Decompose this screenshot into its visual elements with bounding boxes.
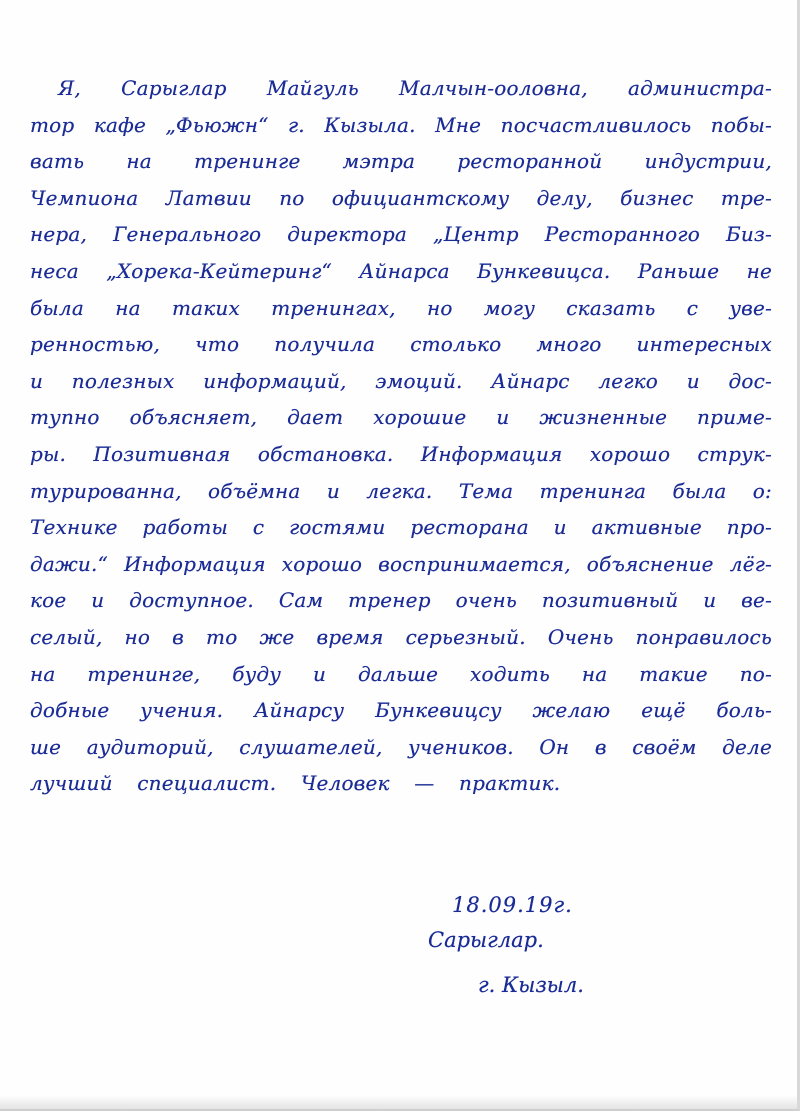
- letter-body: [30, 70, 772, 802]
- letter-line: кое и доступное. Сам тренер очень позитивный и ве-: [30, 588, 772, 613]
- letter-line: тупно объясняет, дает хорошие и жизненные приме-: [30, 405, 772, 430]
- letter-line: тор кафе „Фьюжн“ г. Кызыла. Мне посчастливилось побы-: [30, 112, 772, 137]
- letter-line: лучший специалист. Человек — практик.: [30, 771, 561, 796]
- letter-line: Технике работы с гостями ресторана и активные про-: [30, 515, 772, 540]
- letter-line: неса „Хорека-Кейтеринг“ Айнарса Бункевицса. Раньше не: [30, 258, 772, 283]
- signature-date: 18.09.19г.: [452, 893, 573, 917]
- signature-city: г. Кызыл.: [478, 973, 584, 997]
- letter-line: Я, Сарыглар Майгуль Малчын-ооловна, администра-: [58, 76, 772, 100]
- letter-line: дажи.“ Информация хорошо воспринимается, объяснение лёг-: [30, 551, 772, 576]
- signature-name: Сарыглар.: [428, 928, 544, 952]
- letter-line: селый, но в то же время серьезный. Очень понравилось: [30, 624, 772, 649]
- letter-line: турированна, объёмна и легка. Тема тренинга была о:: [30, 478, 772, 503]
- letter-line: ры. Позитивная обстановка. Информация хорошо струк-: [30, 441, 772, 466]
- letter-line: Чемпиона Латвии по официантскому делу, бизнес тре-: [30, 185, 772, 210]
- letter-line: и полезных информаций, эмоций. Айнарс легко и дос-: [30, 368, 772, 393]
- letter-line: ше аудиторий, слушателей, учеников. Он в своём деле: [30, 734, 772, 759]
- letter-line: нера, Генерального директора „Центр Ресторанного Биз-: [30, 222, 772, 247]
- letter-line: была на таких тренингах, но могу сказать с уве-: [30, 295, 772, 320]
- letter-line: добные учения. Айнарсу Бункевицсу желаю ещё боль-: [30, 698, 772, 723]
- letter-line: ренностью, что получила столько много интересных: [30, 332, 772, 357]
- letter-line: вать на тренинге мэтра ресторанной индустрии,: [30, 149, 772, 174]
- letter-line: на тренинге, буду и дальше ходить на такие по-: [30, 661, 772, 686]
